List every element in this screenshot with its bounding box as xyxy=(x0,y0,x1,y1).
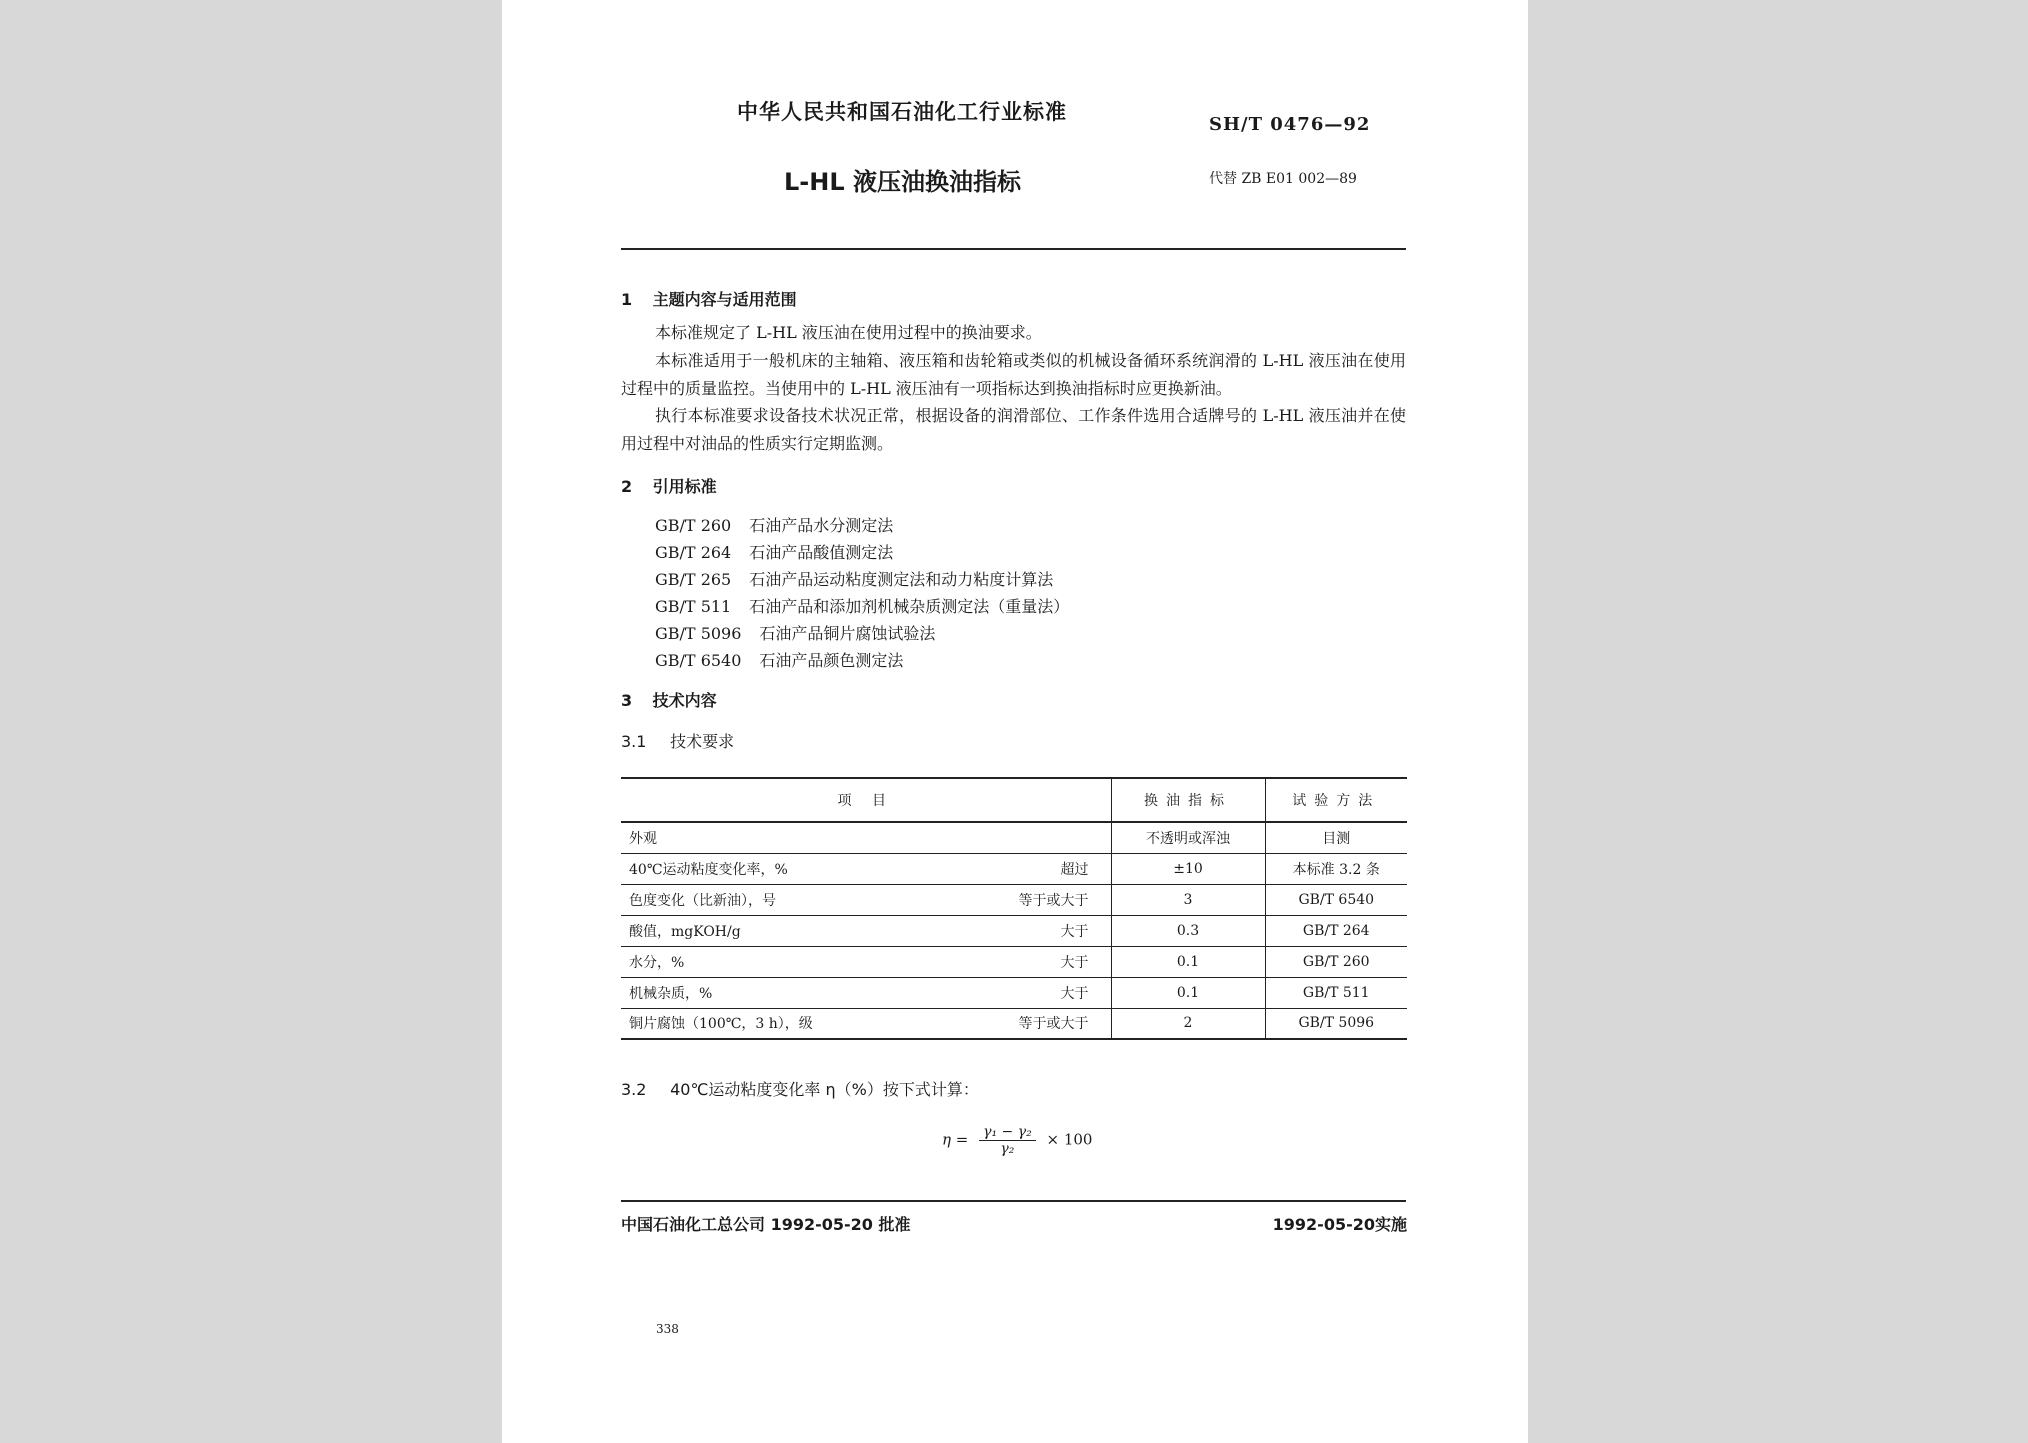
document-page xyxy=(502,0,1528,1443)
item-cell xyxy=(621,822,1111,853)
approval-note: 中国石油化工总公司 1992-05-20 批准 xyxy=(621,1215,911,1234)
item-name: 机械杂质，% xyxy=(629,985,713,1002)
standard-code: SH/T 0476—92 xyxy=(1209,114,1371,135)
formula-fraction xyxy=(979,1124,1036,1157)
reference-item xyxy=(655,540,893,563)
section-3-heading xyxy=(621,688,717,711)
section-1-heading xyxy=(621,287,797,310)
item-cell xyxy=(621,1008,1111,1039)
item-name: 酸值，mgKOH/g xyxy=(629,923,741,940)
reference-name: 石油产品运动粘度测定法和动力粘度计算法 xyxy=(749,570,1054,589)
requirements-table xyxy=(621,777,1407,1040)
item-name: 水分，% xyxy=(629,954,685,971)
document-title: L-HL 液压油换油指标 xyxy=(784,168,1021,196)
item-name: 40℃运动粘度变化率，% xyxy=(629,861,788,878)
item-name: 外观 xyxy=(629,830,657,847)
reference-code: GB/T 511 xyxy=(655,597,732,616)
item-name: 色度变化（比新油），号 xyxy=(629,892,776,909)
formula-numerator: γ₁ − γ₂ xyxy=(979,1124,1036,1141)
method-cell: GB/T 6540 xyxy=(1265,884,1407,915)
table-row xyxy=(621,915,1407,946)
method-cell: GB/T 511 xyxy=(1265,977,1407,1008)
reference-name: 石油产品颜色测定法 xyxy=(759,651,904,670)
reference-code: GB/T 260 xyxy=(655,516,732,535)
reference-code: GB/T 264 xyxy=(655,543,732,562)
limit-cell: 0.3 xyxy=(1111,915,1265,946)
limit-cell: ±10 xyxy=(1111,853,1265,884)
limit-cell: 2 xyxy=(1111,1008,1265,1039)
item-condition: 大于 xyxy=(1060,923,1089,940)
section-title: 引用标准 xyxy=(652,477,717,496)
reference-item xyxy=(655,648,903,671)
reference-name: 石油产品铜片腐蚀试验法 xyxy=(759,624,936,643)
section-1-paragraph: 本标准适用于一般机床的主轴箱、液压箱和齿轮箱或类似的机械设备循环系统润滑的 L-HL 液压油在使用过程中的质量监控。当使用中的 L-HL 液压油有一项指标达到换油指标时应更换新油。 xyxy=(621,351,1406,398)
reference-item xyxy=(655,594,1069,617)
method-cell: 本标准 3.2 条 xyxy=(1265,853,1407,884)
section-number: 1 xyxy=(621,290,633,309)
reference-item xyxy=(655,621,935,644)
method-cell: GB/T 264 xyxy=(1265,915,1407,946)
formula-lhs: η = xyxy=(942,1130,969,1149)
reference-code: GB/T 6540 xyxy=(655,651,742,670)
reference-name: 石油产品酸值测定法 xyxy=(749,543,894,562)
formula-rhs: × 100 xyxy=(1046,1130,1093,1149)
formula-denominator: γ₂ xyxy=(1000,1141,1015,1157)
section-number: 3 xyxy=(621,691,633,710)
item-condition: 大于 xyxy=(1060,985,1089,1002)
item-condition: 超过 xyxy=(1060,861,1089,878)
section-2-heading xyxy=(621,474,717,497)
reference-name: 石油产品水分测定法 xyxy=(749,516,894,535)
section-title: 主题内容与适用范围 xyxy=(652,290,797,309)
subsection-title: 40℃运动粘度变化率 η（%）按下式计算： xyxy=(670,1080,979,1099)
item-condition: 等于或大于 xyxy=(1018,892,1089,909)
table-row xyxy=(621,822,1407,853)
effective-date: 1992-05-20实施 xyxy=(1272,1215,1407,1234)
section-title: 技术内容 xyxy=(652,691,717,710)
footer-rule xyxy=(621,1200,1406,1202)
limit-cell: 3 xyxy=(1111,884,1265,915)
item-condition: 等于或大于 xyxy=(1018,1016,1089,1033)
reference-name: 石油产品和添加剂机械杂质测定法（重量法） xyxy=(749,597,1070,616)
reference-code: GB/T 5096 xyxy=(655,624,742,643)
subsection-number: 3.1 xyxy=(621,732,647,751)
limit-cell: 0.1 xyxy=(1111,977,1265,1008)
item-cell xyxy=(621,977,1111,1008)
item-cell xyxy=(621,915,1111,946)
subsection-number: 3.2 xyxy=(621,1080,647,1099)
section-1-paragraph: 本标准规定了 L-HL 液压油在使用过程中的换油要求。 xyxy=(655,323,1042,342)
section-number: 2 xyxy=(621,477,633,496)
item-condition: 大于 xyxy=(1060,954,1089,971)
subsection-3-2-heading xyxy=(621,1077,979,1100)
item-cell xyxy=(621,853,1111,884)
column-header-method: 试验方法 xyxy=(1265,778,1407,822)
table-header-row xyxy=(621,778,1407,822)
reference-code: GB/T 265 xyxy=(655,570,732,589)
viscosity-formula xyxy=(942,1124,1092,1157)
section-1-paragraph: 执行本标准要求设备技术状况正常，根据设备的润滑部位、工作条件选用合适牌号的 L-HL 液压油并在使用过程中对油品的性质实行定期监测。 xyxy=(621,406,1406,453)
limit-cell: 0.1 xyxy=(1111,946,1265,977)
item-name: 铜片腐蚀（100℃，3 h），级 xyxy=(629,1016,813,1033)
table-row xyxy=(621,946,1407,977)
table-row xyxy=(621,1008,1407,1039)
method-cell: GB/T 260 xyxy=(1265,946,1407,977)
table-row xyxy=(621,977,1407,1008)
table-row xyxy=(621,884,1407,915)
subsection-3-1-heading xyxy=(621,729,734,752)
column-header-item: 项 目 xyxy=(621,778,1111,822)
item-cell xyxy=(621,884,1111,915)
page-number: 338 xyxy=(656,1322,679,1336)
reference-item xyxy=(655,567,1053,590)
reference-item xyxy=(655,513,893,536)
standard-org-title: 中华人民共和国石油化工行业标准 xyxy=(737,100,1067,124)
limit-cell: 不透明或浑浊 xyxy=(1111,822,1265,853)
item-cell xyxy=(621,946,1111,977)
method-cell: GB/T 5096 xyxy=(1265,1008,1407,1039)
method-cell: 目测 xyxy=(1265,822,1407,853)
column-header-limit: 换油指标 xyxy=(1111,778,1265,822)
replaces-note: 代替 ZB E01 002—89 xyxy=(1209,171,1357,187)
table-row xyxy=(621,853,1407,884)
subsection-title: 技术要求 xyxy=(670,732,735,751)
header-rule xyxy=(621,248,1406,250)
